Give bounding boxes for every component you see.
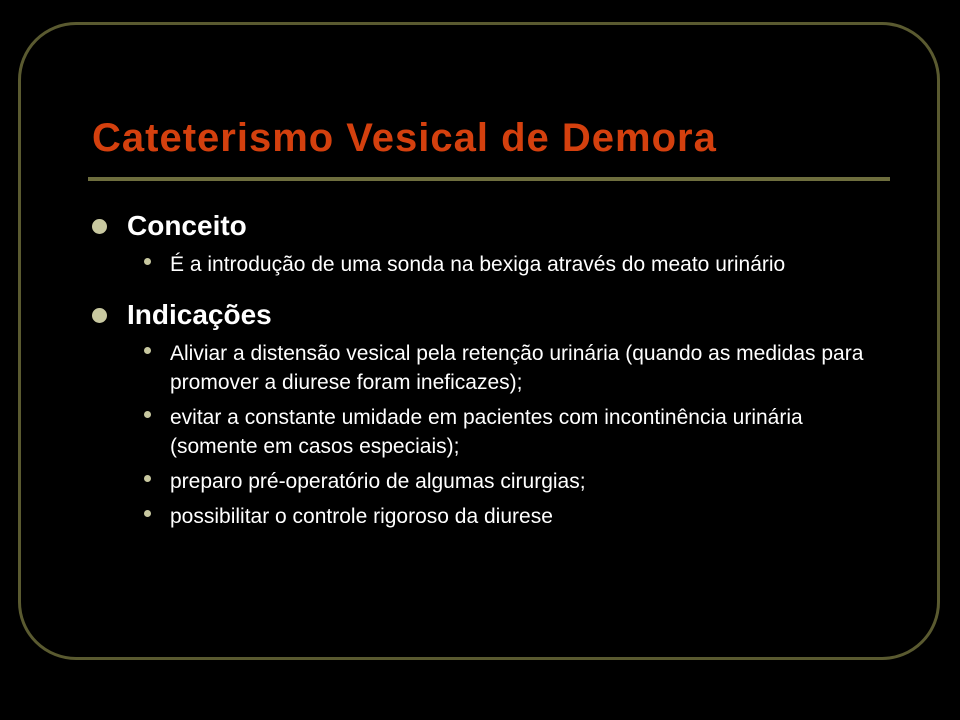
section-heading bbox=[90, 295, 880, 335]
list-item-text: É a introdução de uma sonda na bexiga através do meato urinário bbox=[170, 253, 786, 276]
list-item-text: evitar a constante umidade em pacientes com incontinência urinária (somente em casos especiais); bbox=[170, 406, 803, 458]
list-item bbox=[90, 250, 880, 279]
list-item bbox=[90, 467, 880, 496]
sub-bullet-icon bbox=[144, 475, 151, 482]
section-conceito bbox=[90, 206, 880, 279]
bullet-list bbox=[90, 339, 880, 531]
slide-title: Cateterismo Vesical de Demora bbox=[92, 116, 717, 160]
sub-bullet-icon bbox=[144, 510, 151, 517]
list-item bbox=[90, 502, 880, 531]
section-indicacoes bbox=[90, 295, 880, 531]
list-item bbox=[90, 403, 880, 461]
list-item-text: possibilitar o controle rigoroso da diurese bbox=[170, 505, 553, 528]
list-item-text: preparo pré-operatório de algumas cirurgias; bbox=[170, 470, 586, 493]
list-item bbox=[90, 339, 880, 397]
bullet-list bbox=[90, 250, 880, 279]
bullet-icon bbox=[92, 308, 107, 323]
sub-bullet-icon bbox=[144, 347, 151, 354]
list-item-text: Aliviar a distensão vesical pela retenção urinária (quando as medidas para promover a diurese foram ineficazes); bbox=[170, 342, 864, 394]
section-label: Conceito bbox=[127, 210, 247, 241]
title-divider bbox=[88, 177, 890, 181]
section-heading bbox=[90, 206, 880, 246]
sub-bullet-icon bbox=[144, 258, 151, 265]
sub-bullet-icon bbox=[144, 411, 151, 418]
slide-content bbox=[90, 206, 880, 547]
bullet-icon bbox=[92, 219, 107, 234]
section-label: Indicações bbox=[127, 299, 272, 330]
